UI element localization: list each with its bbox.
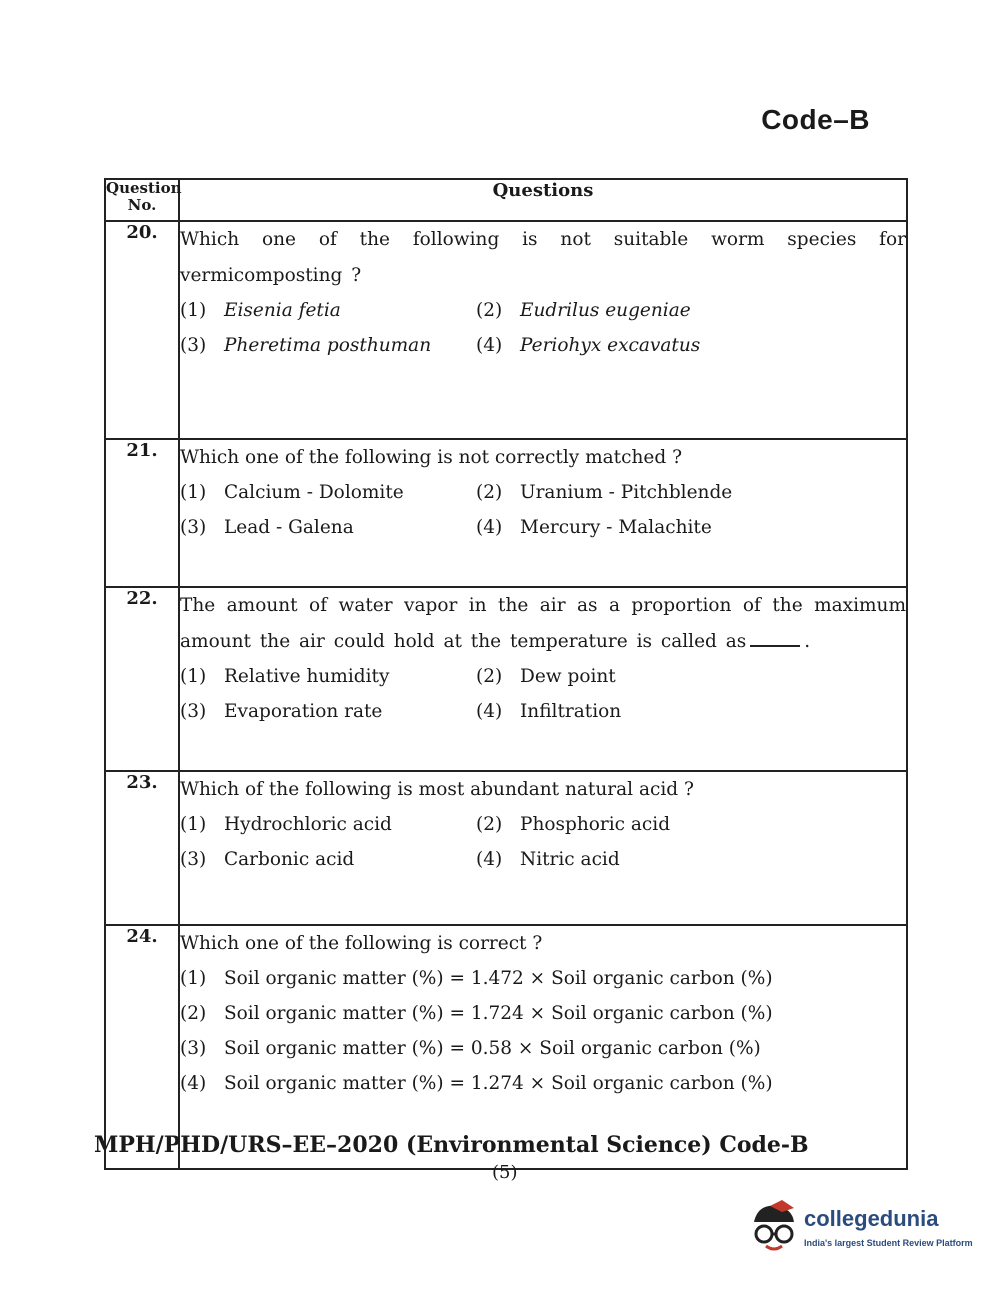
- option-text: Soil organic matter (%) = 1.724 × Soil organic carbon (%): [224, 1003, 773, 1024]
- option: [180, 1073, 906, 1094]
- option-text: Relative humidity: [224, 666, 390, 687]
- option-number: (4): [180, 1073, 207, 1094]
- question-row: [105, 221, 907, 439]
- question-text-end: .: [804, 631, 811, 652]
- question-number: 21.: [105, 439, 179, 587]
- logo-name: collegedunia: [804, 1206, 939, 1231]
- option: [476, 300, 906, 321]
- option-text: Eudrilus eugeniae: [520, 300, 691, 321]
- question-number: 22.: [105, 587, 179, 771]
- question-number: 24.: [105, 925, 179, 1169]
- option: [180, 701, 476, 722]
- option-text: Phosphoric acid: [520, 814, 671, 835]
- option-text: Eisenia fetia: [224, 300, 341, 321]
- question-text: [180, 588, 906, 660]
- option-text: Infiltration: [520, 701, 622, 722]
- header-questions: Questions: [179, 179, 907, 221]
- option: [180, 517, 476, 538]
- question-text: Which one of the following is not correctly matched ?: [180, 447, 682, 468]
- options: [180, 968, 906, 1094]
- question-body: [179, 221, 907, 439]
- option-number: (2): [476, 666, 503, 687]
- option-text: Mercury - Malachite: [520, 517, 712, 538]
- option: [180, 814, 476, 835]
- option-text: Uranium - Pitchblende: [520, 482, 733, 503]
- answer-blank: [750, 645, 800, 647]
- option: [180, 300, 476, 321]
- code-label: Code–B: [761, 104, 870, 135]
- option-text: Periohyx excavatus: [520, 335, 701, 356]
- option-number: (3): [180, 701, 207, 722]
- option-number: (3): [180, 1038, 207, 1059]
- option-number: (3): [180, 335, 207, 356]
- option-text: Evaporation rate: [224, 701, 383, 722]
- option-number: (4): [476, 849, 503, 870]
- option-text: Carbonic acid: [224, 849, 355, 870]
- option: [476, 517, 906, 538]
- option-text: Calcium - Dolomite: [224, 482, 404, 503]
- question-row: [105, 771, 907, 925]
- logo-tagline: India's largest Student Review Platform: [804, 1238, 973, 1248]
- option-text: Hydrochloric acid: [224, 814, 392, 835]
- option-text: Dew point: [520, 666, 616, 687]
- option-number: (2): [180, 1003, 207, 1024]
- question-text: Which of the following is most abundant natural acid ?: [180, 779, 694, 800]
- question-text: Which one of the following is correct ?: [180, 933, 543, 954]
- option: [180, 849, 476, 870]
- option: [180, 335, 476, 356]
- option-number: (4): [476, 335, 503, 356]
- option-text: Lead - Galena: [224, 517, 354, 538]
- question-text-main: The amount of water vapor in the air as a proportion of the maximum amount the air could hold at the temperature is called as: [180, 595, 906, 652]
- logo-mascot-icon: [748, 1200, 800, 1256]
- option-text: Soil organic matter (%) = 1.274 × Soil organic carbon (%): [224, 1073, 773, 1094]
- question-text: Which one of the following is not suitable worm species for vermicomposting ?: [180, 229, 906, 286]
- question-number: 20.: [105, 221, 179, 439]
- option-number: (1): [180, 814, 207, 835]
- option-text: Soil organic matter (%) = 0.58 × Soil organic carbon (%): [224, 1038, 761, 1059]
- question-body: [179, 587, 907, 771]
- option: [476, 814, 906, 835]
- options: [180, 666, 906, 722]
- option: [476, 335, 906, 356]
- option-text: Pheretima posthuman: [224, 335, 432, 356]
- option-number: (4): [476, 701, 503, 722]
- option: [476, 482, 906, 503]
- option-number: (4): [476, 517, 503, 538]
- option: [180, 666, 476, 687]
- option-number: (1): [180, 666, 207, 687]
- questions-table: [104, 178, 908, 1170]
- option: [180, 1038, 906, 1059]
- page-number: (5): [492, 1162, 518, 1183]
- option-number: (1): [180, 482, 207, 503]
- option-number: (2): [476, 300, 503, 321]
- header-question-no: Question No.: [105, 179, 179, 221]
- option: [476, 666, 906, 687]
- option-number: (2): [476, 814, 503, 835]
- footer-title: MPH/PHD/URS–EE–2020 (Environmental Science) Code-B: [94, 1132, 809, 1158]
- option: [476, 849, 906, 870]
- question-body: [179, 439, 907, 587]
- question-row: [105, 439, 907, 587]
- question-row: [105, 587, 907, 771]
- option-number: (2): [476, 482, 503, 503]
- options: [180, 482, 906, 538]
- question-number: 23.: [105, 771, 179, 925]
- option-number: (1): [180, 300, 207, 321]
- question-body: [179, 771, 907, 925]
- option: [476, 701, 906, 722]
- option-text: Nitric acid: [520, 849, 620, 870]
- options: [180, 300, 906, 356]
- option-text: Soil organic matter (%) = 1.472 × Soil organic carbon (%): [224, 968, 773, 989]
- options: [180, 814, 906, 870]
- option-number: (3): [180, 517, 207, 538]
- option-number: (3): [180, 849, 207, 870]
- option: [180, 1003, 906, 1024]
- collegedunia-logo[interactable]: [748, 1198, 978, 1258]
- option: [180, 968, 906, 989]
- option-number: (1): [180, 968, 207, 989]
- option: [180, 482, 476, 503]
